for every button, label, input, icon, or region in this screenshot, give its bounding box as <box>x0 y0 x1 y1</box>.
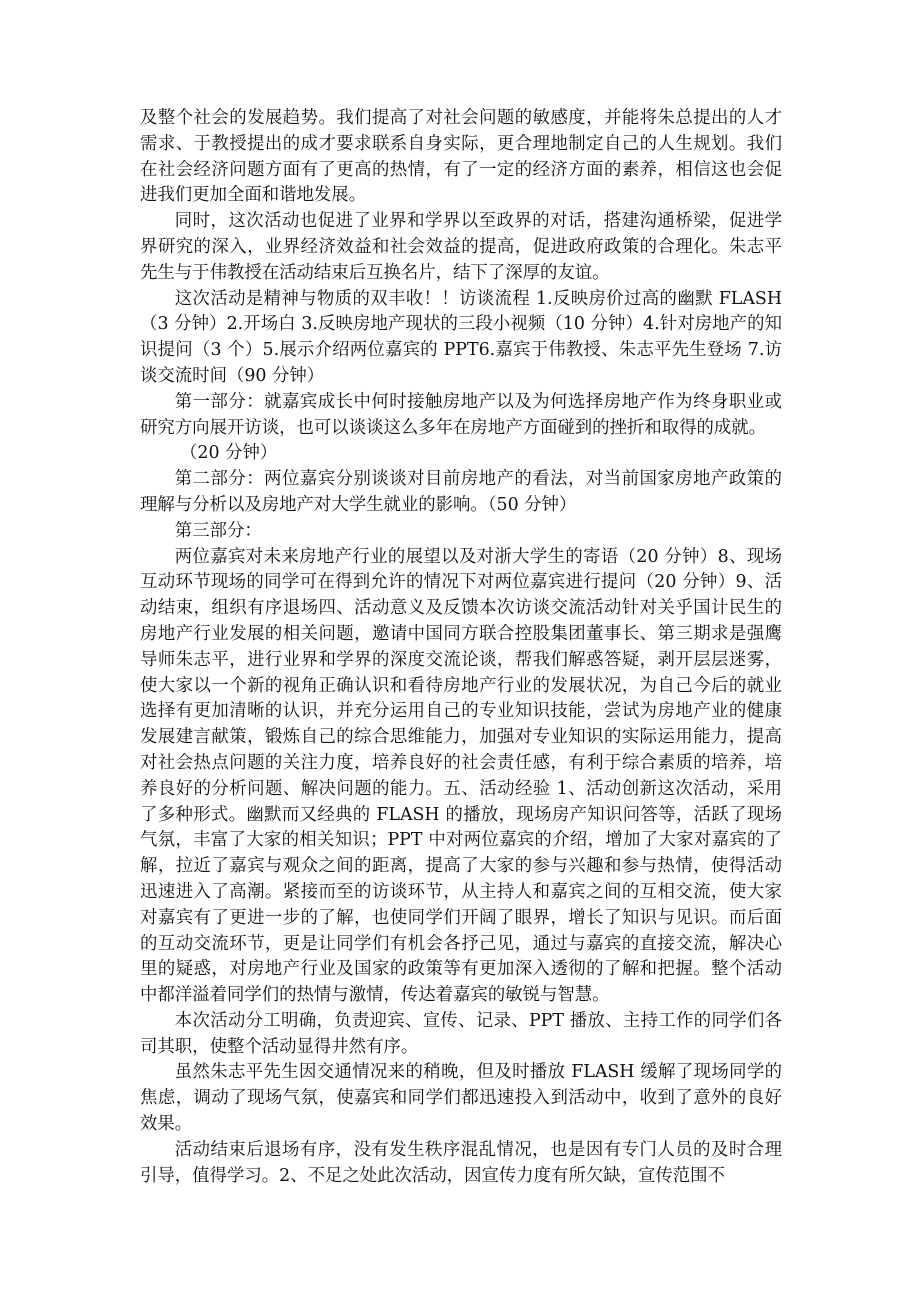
paragraph-part-one: 第一部分：就嘉宾成长中何时接触房地产以及为何选择房地产作为终身职业或研究方向展开访谈，也可以谈谈这么多年在房地产方面碰到的挫折和取得的成就。 <box>140 391 782 438</box>
paragraph-part-two: 第二部分：两位嘉宾分别谈谈对目前房地产的看法，对当前国家房地产政策的理解与分析以及房地产对大学生就业的影响。（50 分钟） <box>140 469 782 515</box>
paragraph-division-of-labor: 本次活动分工明确，负责迎宾、宣传、记录、PPT 播放、主持工作的同学们各司其职，使整个活动显得井然有序。 <box>140 1010 782 1057</box>
document-body <box>140 106 782 1189</box>
paragraph-part-three-body: 两位嘉宾对未来房地产行业的展望以及对浙大学生的寄语（20 分钟）8、现场互动环节现场的同学可在得到允许的情况下对两位嘉宾进行提问（20 分钟）9、活动结束，组织有序退场四、活动意义及反馈本次访谈交流活动针对关乎国计民生的房地产行业发展的相关问题，邀请中国同方联合控股集团董事长、第三期求是强鹰导师朱志平，进行业界和学界的深度交流论谈，帮我们解惑答疑，剥开层层迷雾，使大家以一个新的视角正确认识和看待房地产行业的发展状况，为自己今后的就业选择有更加清晰的认识，并充分运用自己的专业知识技能，尝试为房地产业的健康发展建言献策，锻炼自己的综合思维能力，加强对专业知识的实际运用能力，提高对社会热点问题的关注力度，培养良好的社会责任感，有利于综合素质的培养，培养良好的分析问题、解决问题的能力。五、活动经验 1、活动创新这次活动，采用了多种形式。幽默而又经典的 FLASH 的播放，现场房产知识问答等，活跃了现场气氛，丰富了大家的相关知识；PPT 中对两位嘉宾的介绍，增加了大家对嘉宾的了解，拉近了嘉宾与观众之间的距离，提高了大家的参与兴趣和参与热情，使得活动迅速进入了高潮。紧接而至的访谈环节，从主持人和嘉宾之间的互相交流，使大家对嘉宾有了更进一步的了解，也使同学们开阔了眼界，增长了知识与见识。而后面的互动交流环节，更是让同学们有机会各抒己见，通过与嘉宾的直接交流，解决心里的疑惑，对房地产行业及国家的政策等有更加深入透彻的了解和把握。整个活动中都洋溢着同学们的热情与激情，传达着嘉宾的敏锐与智慧。 <box>140 546 782 1006</box>
paragraph-late-arrival: 虽然朱志平先生因交通情况来的稍晚，但及时播放 FLASH 缓解了现场同学的焦虑，调动了现场气氛，使嘉宾和同学们都迅速投入到活动中，收到了意外的良好效果。 <box>140 1062 782 1135</box>
paragraph-part-three-heading: 第三部分： <box>174 520 262 541</box>
paragraph-development-trend: 及整个社会的发展趋势。我们提高了对社会问题的敏感度，并能将朱总提出的人才需求、于教授提出的成才要求联系自身实际，更合理地制定自己的人生规划。我们在社会经济问题方面有了更高的热情，有了一定的经济方面的素养，相信这也会促进我们更加全面和谐地发展。 <box>140 108 782 206</box>
paragraph-dialogue: 同时，这次活动也促进了业界和学界以至政界的对话，搭建沟通桥梁，促进学界研究的深入，业界经济效益和社会效益的提高，促进政府政策的合理化。朱志平先生与于伟教授在活动结束后互换名片，结下了深厚的友谊。 <box>140 211 782 283</box>
paragraph-orderly-exit: 活动结束后退场有序，没有发生秩序混乱情况，也是因有专门人员的及时合理引导，值得学习。2、不足之处此次活动，因宣传力度有所欠缺，宣传范围不 <box>140 1139 782 1186</box>
paragraph-part-one-duration: （20 分钟） <box>180 443 278 464</box>
paragraph-interview-process: 这次活动是精神与物质的双丰收！！访谈流程 1.反映房价过高的幽默 FLASH（3 分钟）2.开场白 3.反映房地产现状的三段小视频（10 分钟）4.针对房地产的知识提问（3 个）5.展示介绍两位嘉宾的 PPT6.嘉宾于伟教授、朱志平先生登场 7.访谈交流时间（90 分钟） <box>140 288 782 386</box>
